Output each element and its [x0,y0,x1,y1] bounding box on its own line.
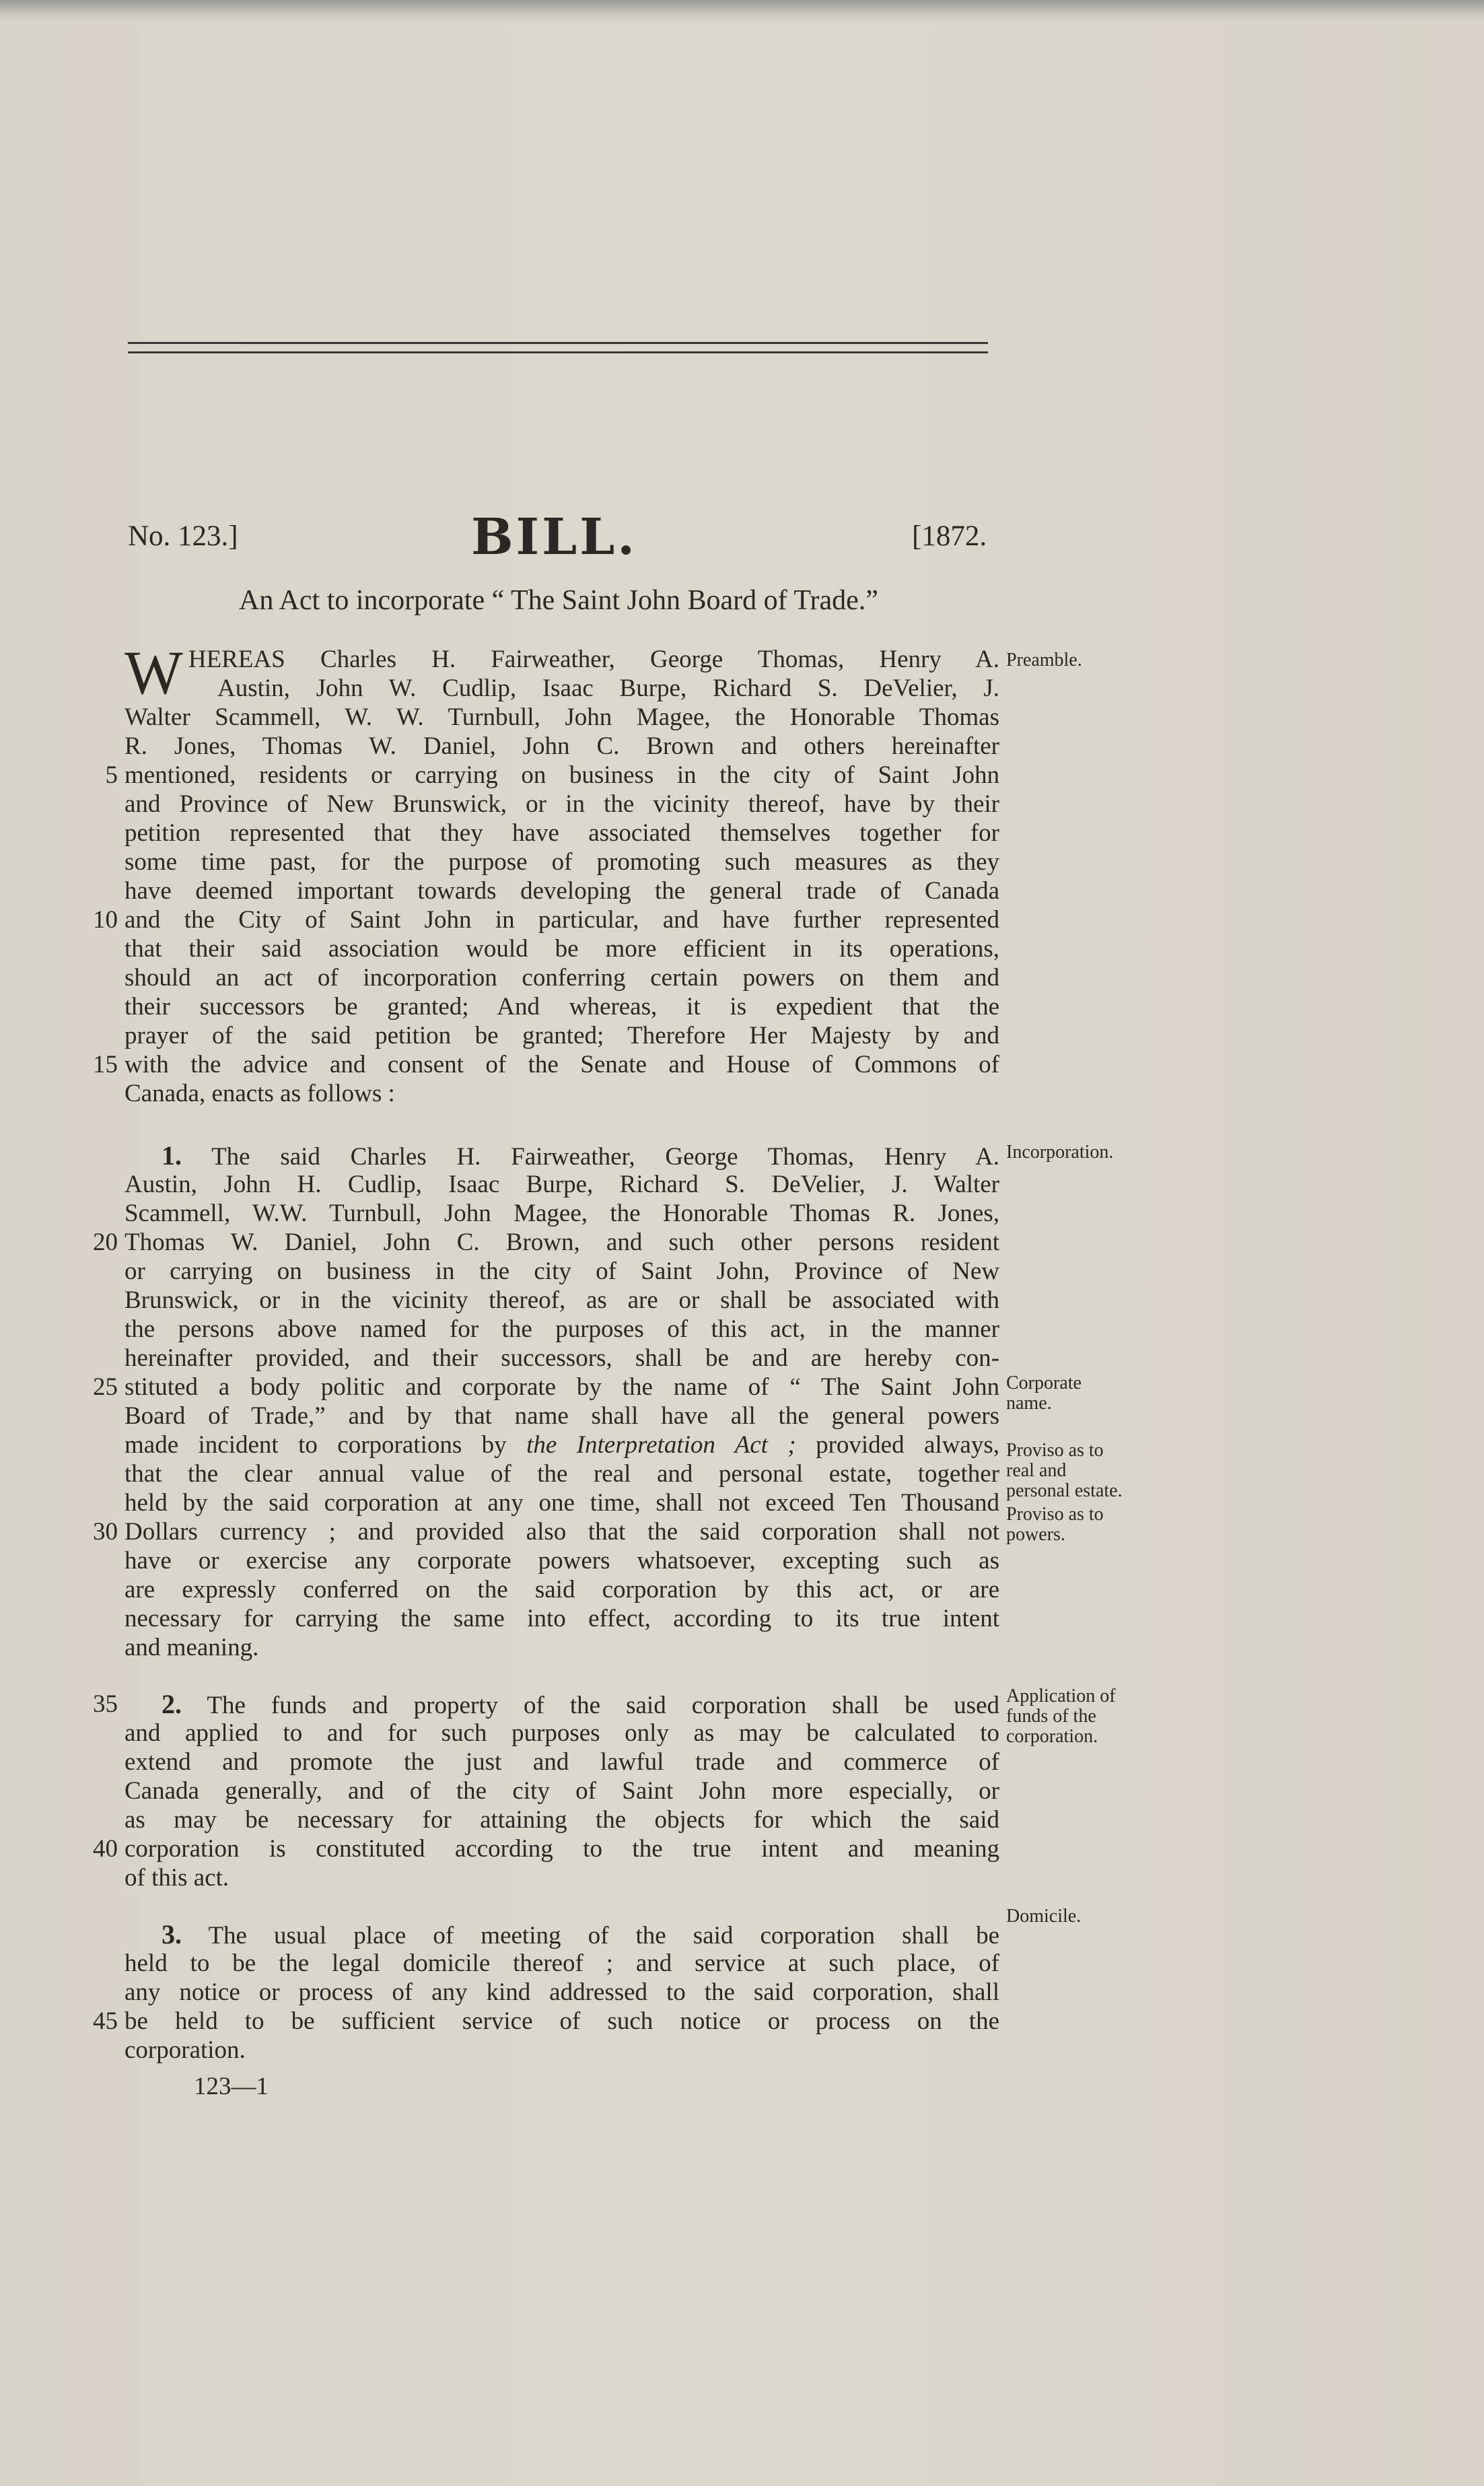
section-line: Canada generally, and of the city of Saint John more especially, or [125,1777,999,1805]
margin-note-domicile: Domicile. [1006,1906,1082,1927]
preamble-line: petition represented that they have associated themselves together for [125,819,999,847]
section-line: Brunswick, or in the vicinity thereof, as are or shall be associated with [125,1286,999,1314]
preamble-line: and the City of Saint John in particular, and have further represented [125,906,999,934]
section-line: any notice or process of any kind addressed to the said corporation, shall [125,1978,999,2006]
section-line: Scammell, W.W. Turnbull, John Magee, the Honorable Thomas R. Jones, [125,1200,999,1227]
line-number: 10 [93,906,118,934]
margin-note-proviso-powers: Proviso as to powers. [1006,1504,1104,1545]
preamble-line: Walter Scammell, W. W. Turnbull, John Magee, the Honorable Thomas [125,703,999,731]
preamble-line: mentioned, residents or carrying on business in the city of Saint John [125,761,999,789]
preamble-line: R. Jones, Thomas W. Daniel, John C. Brown and others hereinafter [125,732,999,760]
margin-note-proviso-estate: Proviso as to real and personal estate. [1006,1440,1123,1501]
bill-label: BILL. [471,508,637,566]
preamble-line: Canada, enacts as follows : [125,1080,395,1107]
margin-note-preamble: Preamble. [1006,650,1082,670]
section-1 [125,1141,999,1662]
section-line: Thomas W. Daniel, John C. Brown, and such other persons resident [125,1229,999,1256]
section-3 [125,1920,999,2065]
section-line: held by the said corporation at any one time, shall not exceed Ten Thousand [125,1489,999,1517]
footer-code: 123—1 [194,2073,269,2100]
section-line: of this act. [125,1864,229,1892]
section-line: 2. The funds and property of the said corporation shall be used [162,1689,999,1719]
section-line: or carrying on business in the city of Saint John, Province of New [125,1257,999,1285]
section-number: 2. [162,1689,182,1719]
preamble-line: Austin, John W. Cudlip, Isaac Burpe, Richard S. DeVelier, J. [217,675,999,702]
preamble-line: prayer of the said petition be granted; Therefore Her Majesty by and [125,1022,999,1049]
section-line: corporation is constituted according to the true intent and meaning [125,1835,999,1863]
dropcap: W [125,638,183,707]
preamble-line: should an act of incorporation conferring certain powers on them and [125,964,999,992]
line-number: 45 [93,2007,118,2035]
section-line: 3. The usual place of meeting of the said corporation shall be [162,1919,999,1949]
act-title: An Act to incorporate “ The Saint John Board of Trade.” [239,585,878,616]
header-rule-top [128,342,988,344]
section-line: that the clear annual value of the real and personal estate, together [125,1460,999,1488]
preamble-line: with the advice and consent of the Senate and House of Commons of [125,1051,999,1078]
section-line: be held to be sufficient service of such notice or process on the [125,2007,999,2035]
line-number: 30 [93,1518,118,1546]
margin-note-incorporation: Incorporation. [1006,1142,1114,1163]
section-line: hereinafter provided, and their successors, shall be and are hereby con- [125,1344,999,1372]
margin-note-corporate-name: Corporate name. [1006,1373,1082,1414]
preamble-line: and Province of New Brunswick, or in the vicinity thereof, have by their [125,790,999,818]
line-number: 5 [105,761,118,789]
section-number: 1. [162,1140,182,1171]
scan-edge [0,0,1484,23]
margin-note-application: Application of funds of the corporation. [1006,1686,1116,1747]
section-line: as may be necessary for attaining the objects for which the said [125,1806,999,1834]
section-number: 3. [162,1919,182,1949]
bill-year: [1872. [912,520,987,552]
interpretation-act-reference: the Interpretation Act ; [526,1431,796,1459]
section-line: are expressly conferred on the said corporation by this act, or are [125,1576,999,1603]
section-line: the persons above named for the purposes of this act, in the manner [125,1315,999,1343]
line-number: 25 [93,1373,118,1401]
line-number: 15 [93,1051,118,1078]
bill-number: No. 123.] [128,520,238,552]
section-line: Board of Trade,” and by that name shall have all the general powers [125,1402,999,1430]
section-line: Dollars currency ; and provided also that the said corporation shall not [125,1518,999,1546]
section-line: and applied to and for such purposes only as may be calculated to [125,1719,999,1747]
section-line: have or exercise any corporate powers whatsoever, excepting such as [125,1547,999,1575]
section-line: necessary for carrying the same into effect, according to its true intent [125,1605,999,1632]
preamble-line: have deemed important towards developing the general trade of Canada [125,877,999,905]
preamble-line: WHEREAS Charles H. Fairweather, George Thomas, Henry A. [125,638,999,707]
section-line: corporation. [125,2036,246,2064]
section-line: made incident to corporations by the Interpretation Act ; provided always, [125,1431,999,1459]
section-line: extend and promote the just and lawful trade and commerce of [125,1748,999,1776]
line-number: 35 [93,1690,118,1718]
preamble-line: some time past, for the purpose of promoting such measures as they [125,848,999,876]
preamble-paragraph [125,638,999,1108]
section-line: held to be the legal domicile thereof ; and service at such place, of [125,1949,999,1977]
section-line: Austin, John H. Cudlip, Isaac Burpe, Richard S. DeVelier, J. Walter [125,1171,999,1198]
line-number: 20 [93,1229,118,1256]
line-number: 40 [93,1835,118,1863]
preamble-line: their successors be granted; And whereas, it is expedient that the [125,993,999,1021]
section-line: and meaning. [125,1634,259,1661]
section-line: stituted a body politic and corporate by the name of “ The Saint John [125,1373,999,1401]
preamble-line: that their said association would be more efficient in its operations, [125,935,999,963]
section-2 [125,1690,999,1892]
section-line: 1. The said Charles H. Fairweather, George Thomas, Henry A. [162,1140,999,1171]
header-rule-bottom [128,351,988,353]
